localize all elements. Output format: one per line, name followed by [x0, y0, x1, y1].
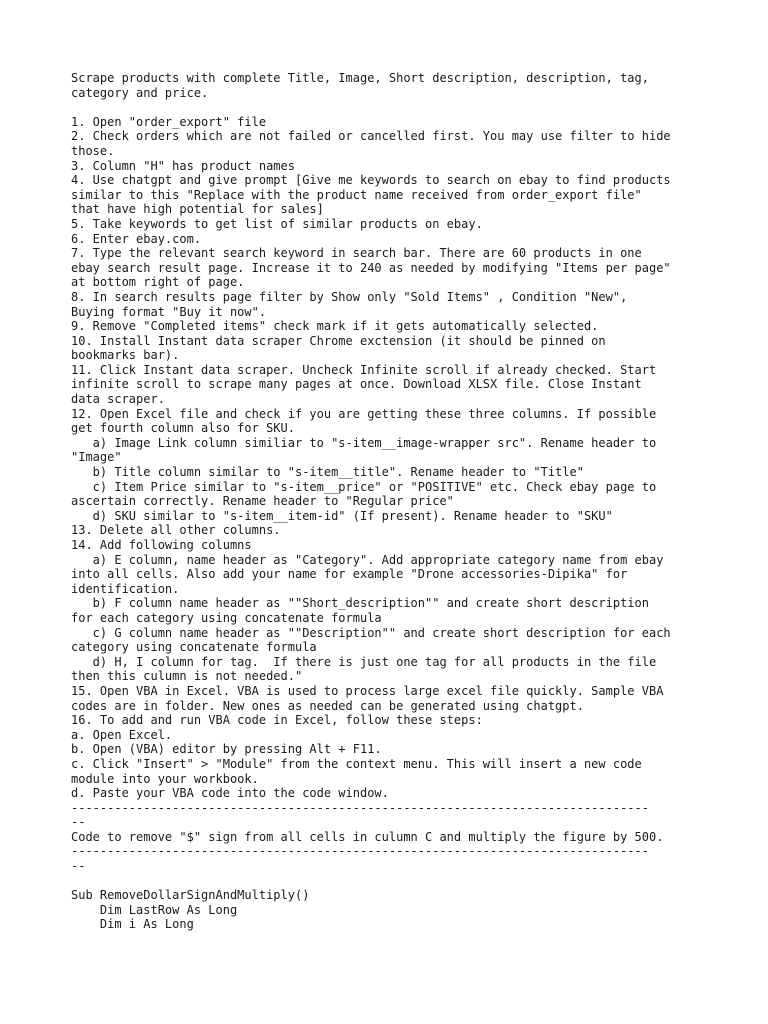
- text-line: infinite scroll to scrape many pages at once. Download XLSX file. Close Instant: [71, 377, 642, 392]
- text-line: get fourth column also for SKU.: [71, 421, 295, 436]
- text-line: Code to remove "$" sign from all cells in culumn C and multiply the figure by 500.: [71, 829, 664, 844]
- text-line: 1. Open "order_export" file: [71, 114, 267, 129]
- text-line: a) Image Link column similiar to "s-item__image-wrapper src". Rename header to: [71, 435, 657, 450]
- text-line: for each category using concatenate formula: [71, 610, 382, 625]
- text-line: module into your workbook.: [71, 771, 259, 786]
- text-line: b. Open (VBA) editor by pressing Alt + F11.: [71, 742, 382, 757]
- text-line: at bottom right of page.: [71, 275, 245, 290]
- text-line: "Image": [71, 450, 122, 465]
- text-line: those.: [71, 143, 115, 158]
- text-line: bookmarks bar).: [71, 348, 180, 363]
- text-line: category using concatenate formula: [71, 640, 317, 655]
- text-line: ascertain correctly. Rename header to "Regular price": [71, 494, 454, 509]
- text-line: data scraper.: [71, 392, 165, 407]
- text-line: 4. Use chatgpt and give prompt [Give me keywords to search on ebay to find products: [71, 173, 671, 188]
- text-line: [71, 874, 711, 889]
- code-line: Sub RemoveDollarSignAndMultiply(): [71, 888, 310, 903]
- text-line: d. Paste your VBA code into the code window.: [71, 786, 389, 801]
- text-line: identification.: [71, 581, 180, 596]
- text-line: c) Item Price similar to "s-item__price" or "POSITIVE" etc. Check ebay page to: [71, 479, 657, 494]
- text-line: 5. Take keywords to get list of similar products on ebay.: [71, 216, 483, 231]
- text-line: 16. To add and run VBA code in Excel, follow these steps:: [71, 713, 483, 728]
- text-line: d) H, I column for tag. If there is just one tag for all products in the file: [71, 654, 657, 669]
- text-line: 10. Install Instant data scraper Chrome exctension (it should be pinned on: [71, 333, 606, 348]
- text-line: similar to this "Replace with the product name received from order_export file": [71, 187, 642, 202]
- text-line: category and price.: [71, 85, 209, 100]
- text-line: 7. Type the relevant search keyword in search bar. There are 60 products in one: [71, 246, 642, 261]
- text-line: d) SKU similar to "s-item__item-id" (If present). Rename header to "SKU": [71, 508, 613, 523]
- code-line: Dim i As Long: [71, 917, 194, 932]
- text-line: that have high potential for sales]: [71, 202, 324, 217]
- code-line: Dim LastRow As Long: [71, 902, 238, 917]
- text-line: a) E column, name header as "Category". Add appropriate category name from ebay: [71, 552, 664, 567]
- text-line: 2. Check orders which are not failed or cancelled first. You may use filter to hide: [71, 129, 671, 144]
- text-line: [71, 100, 711, 115]
- document-page: [71, 71, 711, 932]
- text-line: 9. Remove "Completed items" check mark if it gets automatically selected.: [71, 319, 599, 334]
- text-line: c. Click "Insert" > "Module" from the context menu. This will insert a new code: [71, 756, 642, 771]
- text-line: 12. Open Excel file and check if you are getting these three columns. If possible: [71, 406, 657, 421]
- text-line: 8. In search results page filter by Show only "Sold Items" , Condition "New",: [71, 289, 628, 304]
- text-line: a. Open Excel.: [71, 727, 173, 742]
- separator-line: --: [71, 859, 86, 874]
- text-line: ebay search result page. Increase it to 240 as needed by modifying "Items per page": [71, 260, 671, 275]
- text-line: 11. Click Instant data scraper. Uncheck Infinite scroll if already checked. Start: [71, 362, 657, 377]
- text-line: Scrape products with complete Title, Image, Short description, description, tag,: [71, 71, 649, 85]
- separator-line: --: [71, 815, 86, 830]
- text-line: 15. Open VBA in Excel. VBA is used to process large excel file quickly. Sample VBA: [71, 683, 664, 698]
- text-line: b) F column name header as ""Short_description"" and create short description: [71, 596, 649, 611]
- text-line: 3. Column "H" has product names: [71, 158, 295, 173]
- text-line: codes are in folder. New ones as needed can be generated using chatgpt.: [71, 698, 584, 713]
- text-line: b) Title column similar to "s-item__title". Rename header to "Title": [71, 465, 584, 480]
- text-line: c) G column name header as ""Description"" and create short description for each: [71, 625, 671, 640]
- text-line: 13. Delete all other columns.: [71, 523, 281, 538]
- text-line: into all cells. Also add your name for example "Drone accessories-Dipika" for: [71, 567, 628, 582]
- text-line: 6. Enter ebay.com.: [71, 231, 202, 246]
- text-line: then this culumn is not needed.": [71, 669, 303, 684]
- text-line: Buying format "Buy it now".: [71, 304, 267, 319]
- text-line: 14. Add following columns: [71, 538, 252, 552]
- separator-line: --------------------------------------------------------------------------------: [71, 844, 649, 859]
- separator-line: --------------------------------------------------------------------------------: [71, 800, 649, 815]
